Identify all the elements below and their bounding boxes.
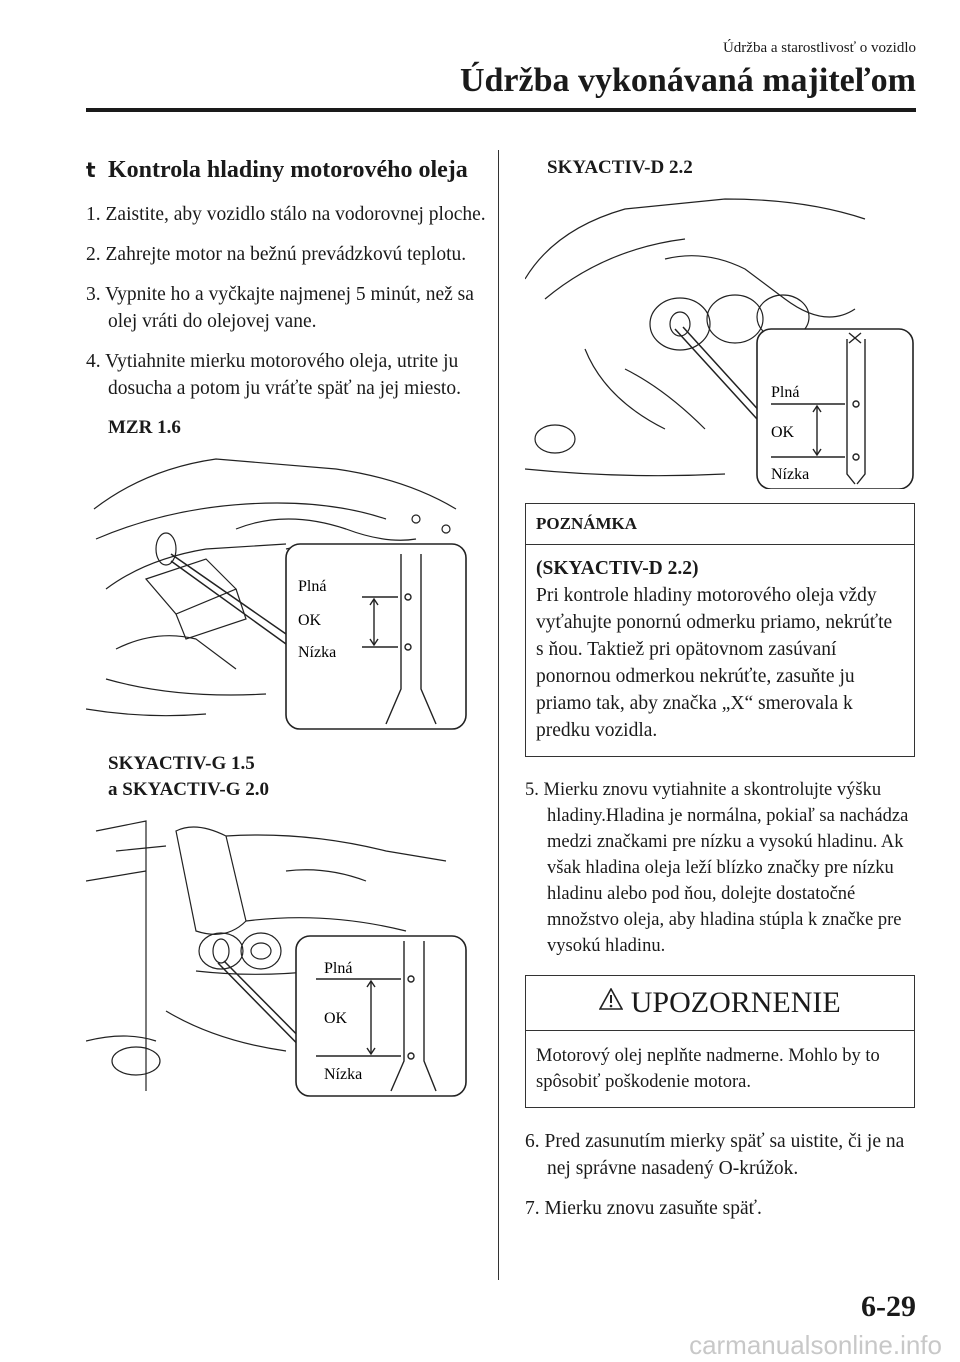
section-bullet: t [86, 158, 96, 182]
step-3: 3. Vypnite ho a vyčkajte najmenej 5 minút, než sa olej vráti do olejovej vane. [86, 284, 474, 332]
skyg-label-line2: a SKYACTIV-G 2.0 [108, 779, 269, 800]
mzr-label: MZR 1.6 [108, 417, 181, 438]
step-2: 2. Zahrejte motor na bežnú prevádzkovú teplotu. [86, 244, 467, 265]
section-heading [86, 155, 486, 185]
page-header-title: Údržba vykonávaná majiteľom [459, 62, 916, 99]
warning-heading-text: UPOZORNENIE [630, 986, 841, 1019]
skyg-full-label: Plná [324, 960, 353, 977]
mzr-engine-figure [86, 449, 470, 739]
skyg-label-line1: SKYACTIV-G 1.5 [108, 753, 255, 774]
right-column [525, 155, 915, 1235]
left-column [86, 155, 486, 1113]
section-title: Kontrola hladiny motorového oleja [108, 157, 468, 183]
skyg-ok-label: OK [324, 1010, 348, 1027]
note-body [526, 545, 914, 756]
step-4: 4. Vytiahnite mierku motorového oleja, utrite ju dosucha a potom ju vráťte späť na jej miesto. [86, 351, 461, 399]
skyd-engine-figure [525, 189, 915, 489]
mzr-ok-label: OK [298, 612, 322, 629]
skyd-ok-label: OK [771, 424, 795, 441]
skyg-label [108, 751, 486, 803]
mzr-low-label: Nízka [298, 644, 337, 661]
skyd-label: SKYACTIV-D 2.2 [547, 157, 693, 178]
skyg-engine-figure [86, 811, 470, 1101]
page-number: 6-29 [861, 1290, 916, 1323]
note-box [525, 503, 915, 757]
note-subheading: (SKYACTIV-D 2.2) [536, 558, 699, 579]
warning-triangle-icon [599, 988, 623, 1010]
warning-heading [526, 976, 914, 1031]
note-text: Pri kontrole hladiny motorového oleja vždy vyťahujte ponornú odmerku priamo, nekrúťte s ňou. Taktiež pri opätovnom zasúvaní ponornou odmerkou nekrúťte, zasuňte ju priamo tak, aby značka „X“ smerovala k predku vozidla. [536, 585, 893, 741]
watermark: carmanualsonline.info [689, 1330, 942, 1360]
step-5: 5. Mierku znovu vytiahnite a skontrolujte výšku hladiny.Hladina je normálna, pokiaľ sa nachádza medzi značkami pre nízku a vysokú hladinu. Ak však hladina oleja leží blízko značky pre nízku hladinu alebo pod ňou, dolejte dostatočné množstvo oleja, aby hladina stúpla k značke pre vysokú hladinu. [525, 780, 909, 956]
column-divider [498, 150, 499, 1280]
skyd-full-label: Plná [771, 384, 800, 401]
header-rule [86, 108, 916, 112]
step-6: 6. Pred zasunutím mierky späť sa uistite, či je na nej správne nasadený O-krúžok. [525, 1131, 905, 1179]
step-7: 7. Mierku znovu zasuňte späť. [525, 1198, 762, 1219]
page-header-subtitle: Údržba a starostlivosť o vozidlo [722, 40, 916, 56]
warning-text: Motorový olej neplňte nadmerne. Mohlo by to spôsobiť poškodenie motora. [536, 1046, 880, 1092]
warning-box [525, 975, 915, 1108]
step-1: 1. Zaistite, aby vozidlo stálo na vodorovnej ploche. [86, 204, 486, 225]
note-heading: POZNÁMKA [526, 504, 914, 545]
mzr-full-label: Plná [298, 578, 327, 595]
skyg-low-label: Nízka [324, 1066, 363, 1083]
skyd-low-label: Nízka [771, 466, 810, 483]
